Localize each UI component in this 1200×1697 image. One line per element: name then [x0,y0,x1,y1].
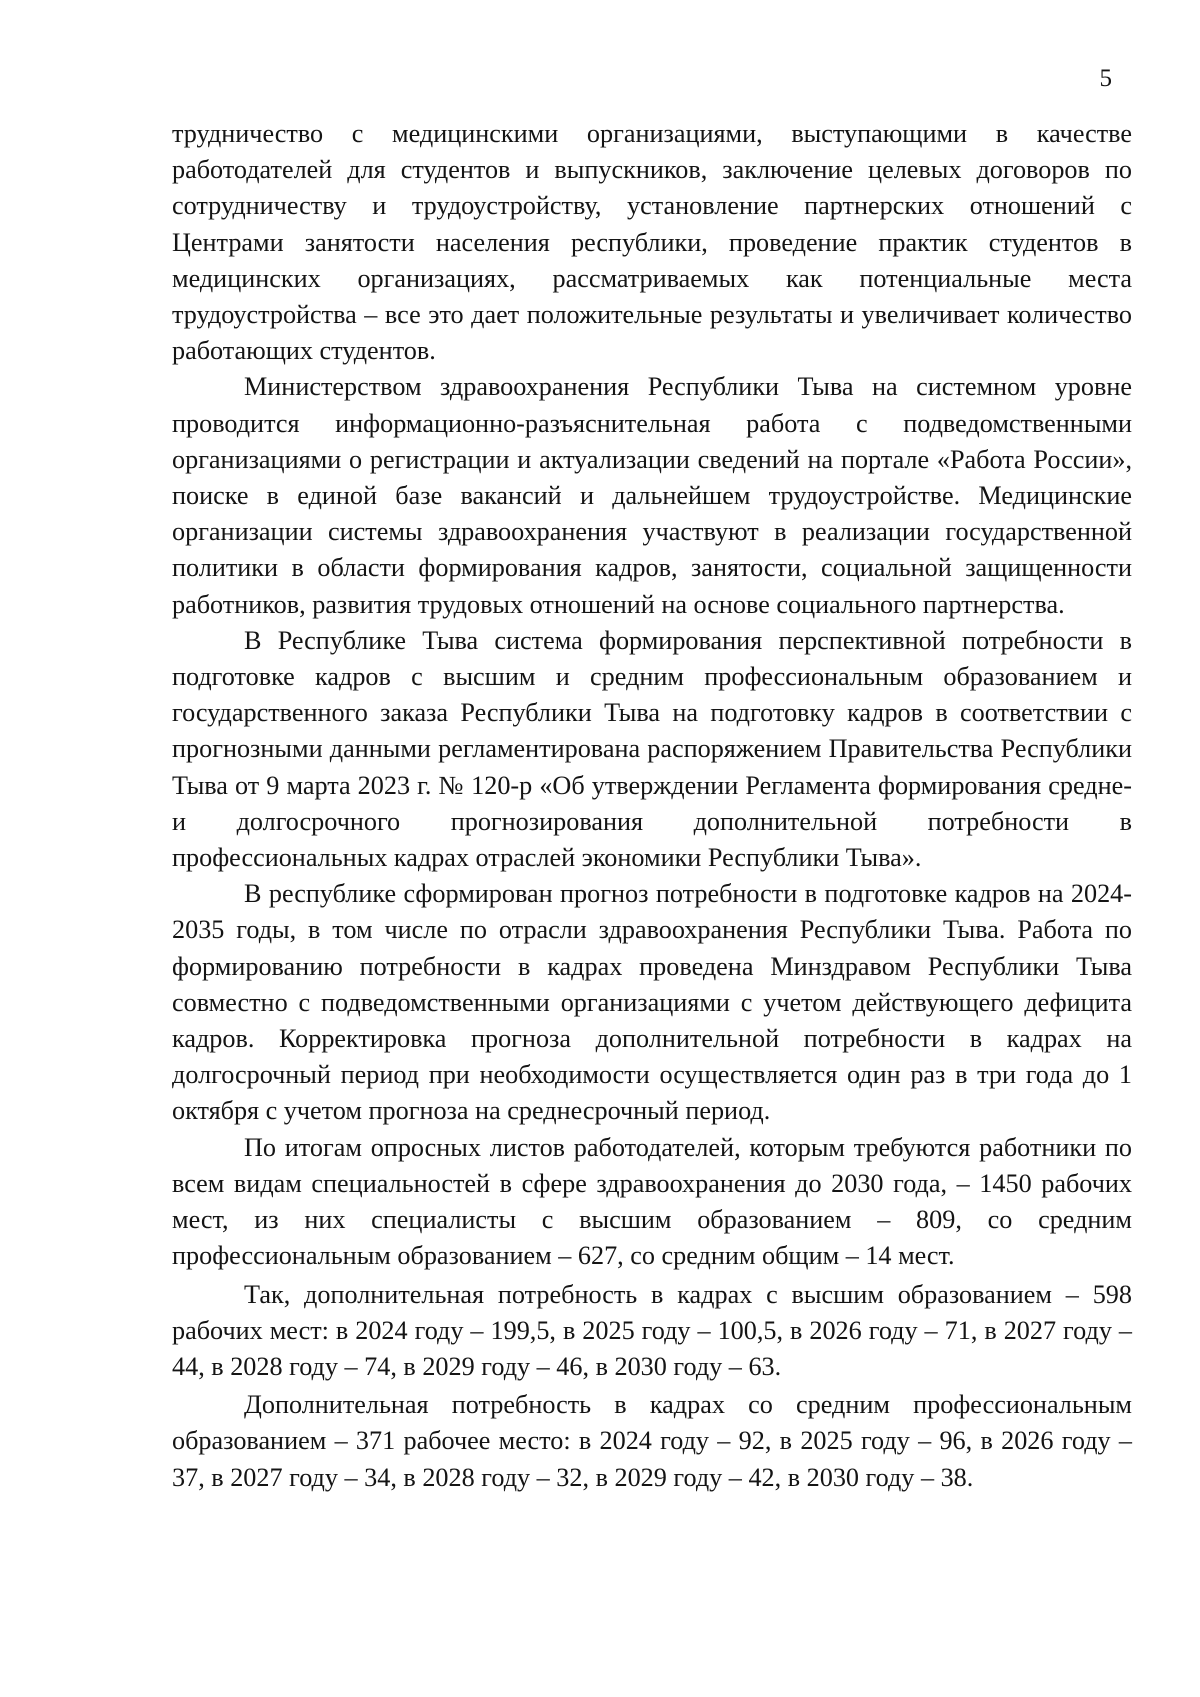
paragraph-2: Министерством здравоохранения Республики Тыва на системном уровне проводится информационно-разъяснительная работа с подведомственными организациями о регистрации и актуализации сведений на портале «Работа России», поиске в единой базе вакансий и дальнейшем трудоустройстве. Медицинские организации системы здравоохранения участвуют в реализации государственной политики в области формирования кадров, занятости, социальной защищенности работников, развития трудовых отношений на основе социального партнерства. [172,372,1132,619]
document-body [172,116,1132,1496]
paragraph-1: трудничество с медицинскими организациями, выступающими в качестве работодателей для студентов и выпускников, заключение целевых договоров по сотрудничеству и трудоустройству, установление партнерских отношений с Центрами занятости населения республики, проведение практик студентов в медицинских организациях, рассматриваемых как потенциальные места трудоустройства – все это дает положительные результаты и увеличивает количество работающих студентов. [172,119,1132,366]
paragraph-5: По итогам опросных листов работодателей, которым требуются работники по всем видам специальностей в сфере здравоохранения до 2030 года, – 1450 рабочих мест, из них специалисты с высшим образованием – 809, со средним профессиональным образованием – 627, со средним общим – 14 мест. [172,1132,1132,1271]
paragraph-7: Дополнительная потребность в кадрах со средним профессиональным образованием – 371 рабочее место: в 2024 году – 92, в 2025 году – 96, в 2026 году – 37, в 2027 году – 34, в 2028 году – 32, в 2029 году – 42, в 2030 году – 38. [172,1390,1132,1492]
paragraph-6: Так, дополнительная потребность в кадрах с высшим образованием – 598 рабочих мест: в 2024 году – 199,5, в 2025 году – 100,5, в 2026 году – 71, в 2027 году – 44, в 2028 году – 74, в 2029 году – 46, в 2030 году – 63. [172,1279,1132,1381]
page-number: 5 [1099,65,1112,92]
paragraph-4: В республике сформирован прогноз потребности в подготовке кадров на 2024-2035 годы, в том числе по отрасли здравоохранения Республики Тыва. Работа по формированию потребности в кадрах проведена Минздравом Республики Тыва совместно с подведомственными организациями с учетом действующего дефицита кадров. Корректировка прогноза дополнительной потребности в кадрах на долгосрочный период при необходимости осуществляется один раз в три года до 1 октября с учетом прогноза на среднесрочный период. [172,879,1132,1126]
paragraph-3: В Республике Тыва система формирования перспективной потребности в подготовке кадров с высшим и средним профессиональным образованием и государственного заказа Республики Тыва на подготовку кадров в соответствии с прогнозными данными регламентирована распоряжением Правительства Республики Тыва от 9 марта 2023 г. № 120-р «Об утверждении Регламента формирования средне- и долгосрочного прогнозирования дополнительной потребности в профессиональных кадрах отраслей экономики Республики Тыва». [172,625,1132,873]
